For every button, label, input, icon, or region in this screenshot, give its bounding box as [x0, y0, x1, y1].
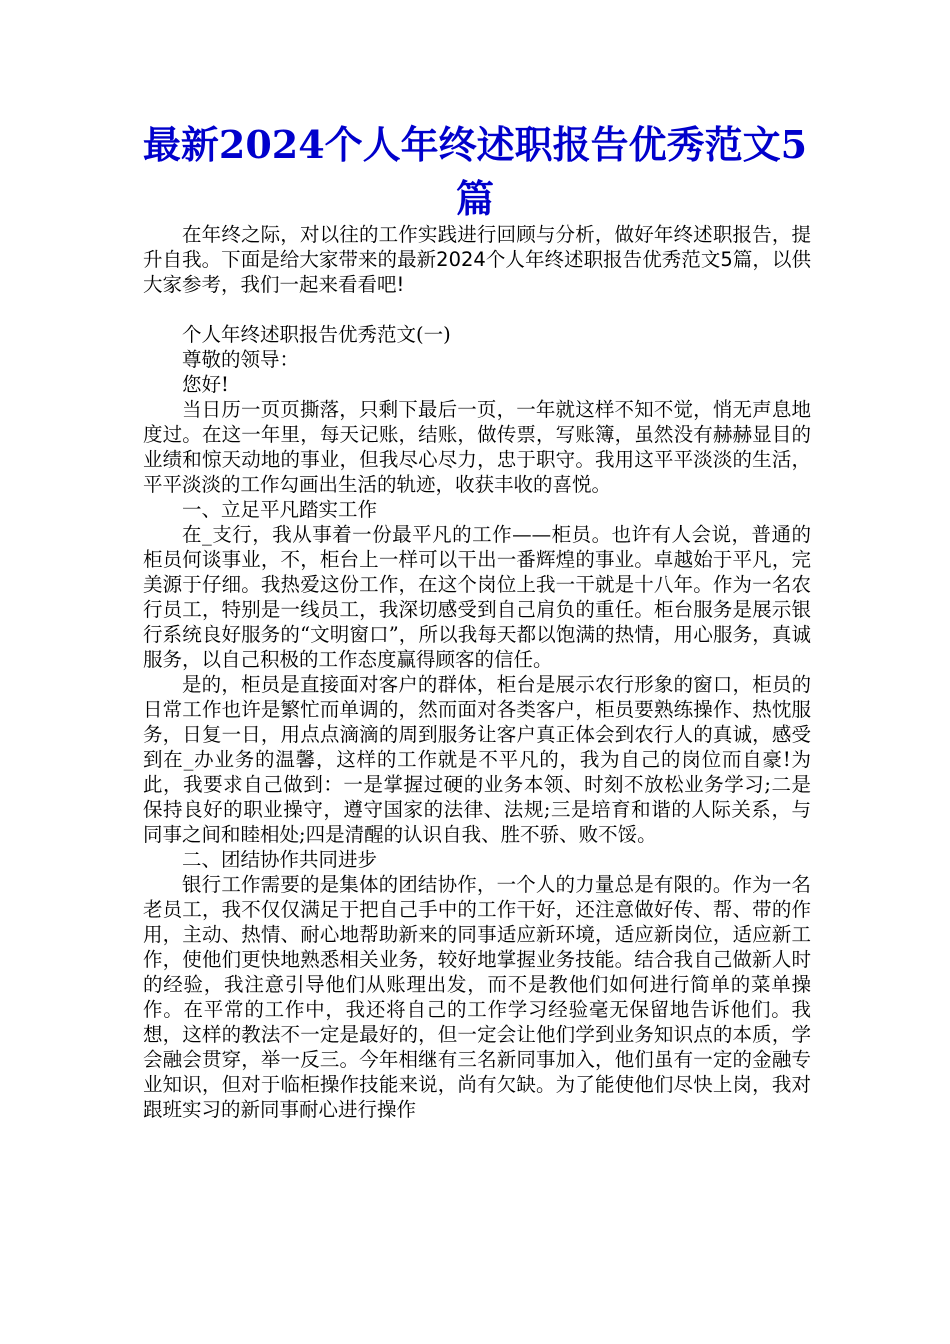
salutation: 尊敬的领导： [182, 348, 300, 371]
body-paragraph: 当日历一页页撕落，只剩下最后一页，一年就这样不知不觉，悄无声息地度过。在这一年里，每天记账，结账，做传票，写账簿，虽然没有赫赫显目的业绩和惊天动地的事业，但我尽心尽力，忠于职守。我用这平平淡淡的生活，平平淡淡的工作勾画出生活的轨迹，收获丰收的喜悦。 [143, 398, 811, 496]
intro-paragraph: 在年终之际，对以往的工作实践进行回顾与分析，做好年终述职报告，提升自我。下面是给大家带来的最新2024个人年终述职报告优秀范文5篇，以供大家参考，我们一起来看看吧! [143, 223, 811, 296]
body-paragraph: 银行工作需要的是集体的团结协作，一个人的力量总是有限的。作为一名老员工，我不仅仅满足于把自己手中的工作干好，还注意做好传、帮、带的作用，主动、热情、耐心地帮助新来的同事适应新环境，适应新岗位，适应新工作，使他们更快地熟悉相关业务，较好地掌握业务技能。结合我自己做新人时的经验，我注意引导他们从账理出发，而不是教他们如何进行简单的菜单操作。在平常的工作中，我还将自己的工作学习经验毫无保留地告诉他们。我想，这样的教法不一定是最好的，但一定会让他们学到业务知识点的本质，学会融会贯穿，举一反三。今年相继有三名新同事加入，他们虽有一定的金融专业知识，但对于临柜操作技能来说，尚有欠缺。为了能使他们尽快上岗，我对跟班实习的新同事耐心进行操作 [143, 873, 811, 1121]
body-paragraph: 在_支行，我从事着一份最平凡的工作——柜员。也许有人会说，普通的柜员何谈事业，不，柜台上一样可以干出一番辉煌的事业。卓越始于平凡，完美源于仔细。我热爱这份工作，在这个岗位上我一干就是十八年。作为一名农行员工，特别是一线员工，我深切感受到自己肩负的重任。柜台服务是展示银行系统良好服务的“文明窗口”，所以我每天都以饱满的热情，用心服务，真诚服务，以自己积极的工作态度赢得顾客的信任。 [143, 523, 811, 671]
document-body [143, 322, 811, 1122]
section-heading: 二、团结协作共同进步 [182, 848, 378, 871]
section-heading: 一、立足平凡踏实工作 [182, 498, 378, 521]
section-title: 个人年终述职报告优秀范文(一) [182, 323, 451, 346]
body-paragraph: 是的，柜员是直接面对客户的群体，柜台是展示农行形象的窗口，柜员的日常工作也许是繁忙而单调的，然而面对各类客户，柜员要熟练操作、热忱服务，日复一日，用点点滴滴的周到服务让客户真正体会到农行人的真诚，感受到在_办业务的温馨，这样的工作就是不平凡的，我为自己的岗位而自豪!为此，我要求自己做到：一是掌握过硬的业务本领、时刻不放松业务学习;二是保持良好的职业操守，遵守国家的法律、法规;三是培育和谐的人际关系，与同事之间和睦相处;四是清醒的认识自我、胜不骄、败不馁。 [143, 673, 811, 846]
greeting: 您好! [182, 373, 229, 396]
document-title: 最新2024个人年终述职报告优秀范文5篇 [142, 122, 808, 221]
